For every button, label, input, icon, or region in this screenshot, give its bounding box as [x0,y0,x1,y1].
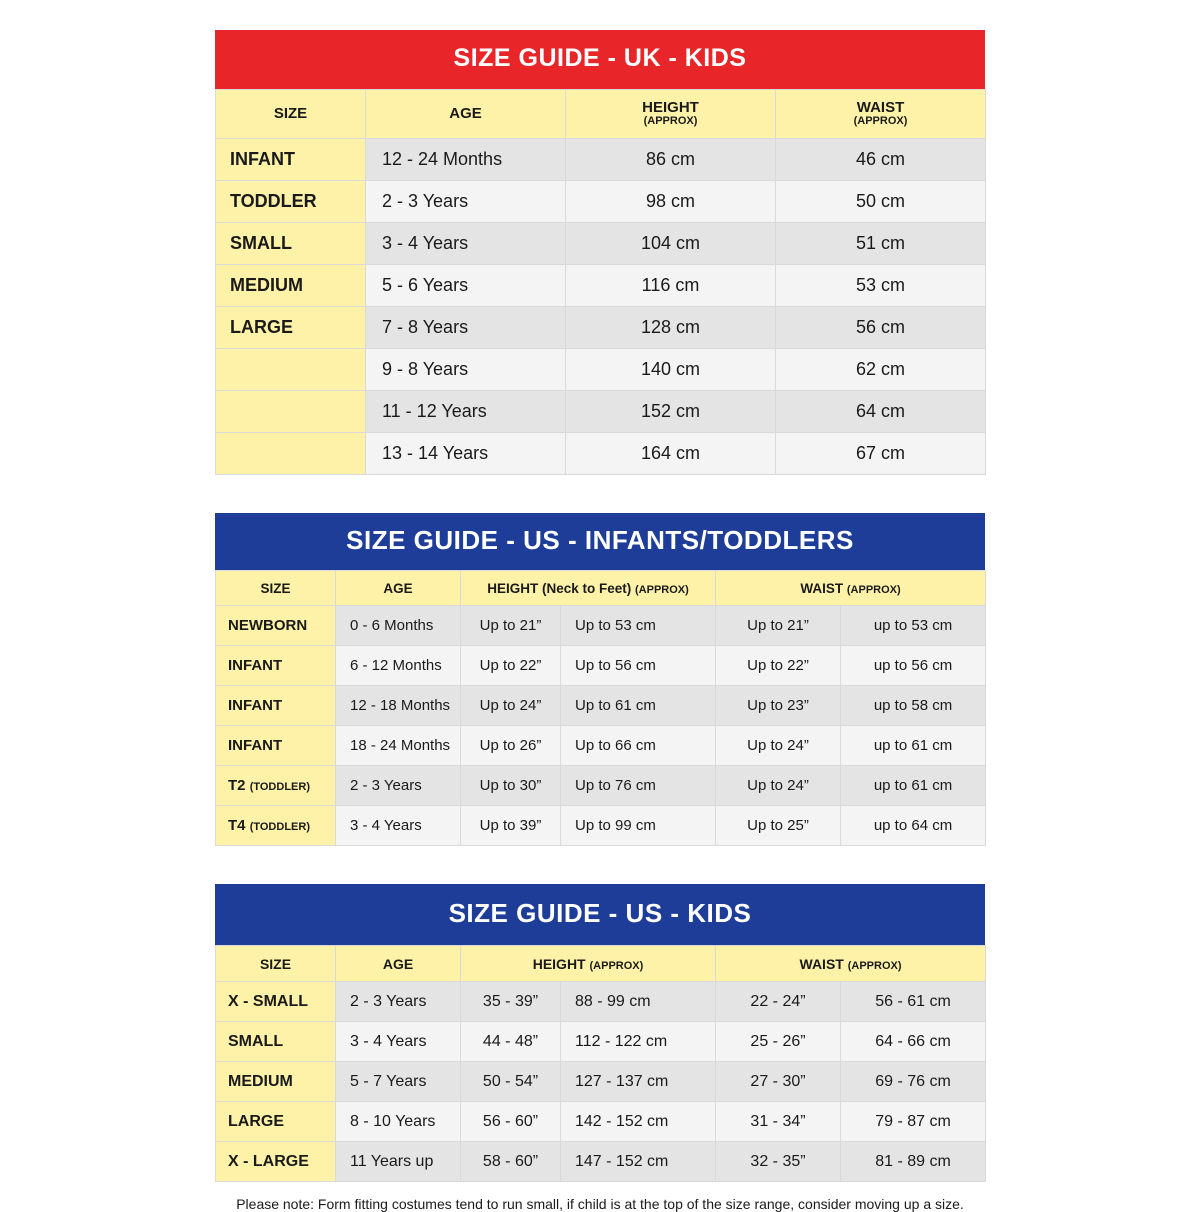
uskids-row-height-in: 35 - 39” [461,982,561,1022]
uk-row-waist: 46 cm [776,139,986,181]
usinf-row-waist-in: Up to 23” [716,686,841,726]
usinf-row-age: 3 - 4 Years [336,806,461,846]
uskids-header-height [461,946,716,982]
section-gap [215,475,985,513]
uk-row-height: 152 cm [566,391,776,433]
usinf-row-size [216,646,336,686]
uk-row-waist: 67 cm [776,433,986,475]
uskids-row-height-cm: 112 - 122 cm [561,1022,716,1062]
uskids-row-age: 8 - 10 Years [336,1102,461,1142]
uk-row-age: 5 - 6 Years [366,265,566,307]
table-row [216,1142,986,1182]
uk-row-size: LARGE [216,307,366,349]
size-guide-tables [215,0,985,1212]
uk-row-size: TODDLER [216,181,366,223]
uk-row-height: 116 cm [566,265,776,307]
table-row [216,606,986,646]
uk-row-height: 98 cm [566,181,776,223]
usinf-row-waist-in: Up to 21” [716,606,841,646]
uskids-row-height-in: 56 - 60” [461,1102,561,1142]
uk-row-age: 11 - 12 Years [366,391,566,433]
table-row [216,982,986,1022]
usinf-row-size-label: INFANT [228,697,283,714]
uk-row-height: 104 cm [566,223,776,265]
us-kids-table [215,945,986,1182]
uskids-row-height-cm: 147 - 152 cm [561,1142,716,1182]
usinf-header-waist [716,571,986,606]
uk-row-waist: 51 cm [776,223,986,265]
uskids-header-height-approx: (APPROX) [589,959,644,972]
usinf-header-waist-label: WAIST [800,580,844,596]
usinf-row-waist-cm: up to 61 cm [841,766,986,806]
uk-row-waist: 50 cm [776,181,986,223]
uk-header-age: AGE [366,90,566,139]
uk-header-height-label: HEIGHT [642,99,699,117]
uk-row-size [216,433,366,475]
uskids-row-age: 5 - 7 Years [336,1062,461,1102]
usinf-row-height-cm: Up to 66 cm [561,726,716,766]
uk-row-age: 7 - 8 Years [366,307,566,349]
uskids-row-waist-cm: 69 - 76 cm [841,1062,986,1102]
uk-row-waist: 56 cm [776,307,986,349]
uk-row-height: 140 cm [566,349,776,391]
table-row [216,139,986,181]
uskids-row-size: MEDIUM [216,1062,336,1102]
uskids-row-waist-cm: 56 - 61 cm [841,982,986,1022]
usinf-row-waist-cm: up to 56 cm [841,646,986,686]
usinf-row-height-cm: Up to 76 cm [561,766,716,806]
usinf-row-height-cm: Up to 56 cm [561,646,716,686]
usinf-header-age: AGE [336,571,461,606]
uskids-row-waist-in: 25 - 26” [716,1022,841,1062]
usinf-row-height-in: Up to 22” [461,646,561,686]
usinf-row-waist-in: Up to 25” [716,806,841,846]
usinf-row-size-note: (TODDLER) [249,821,310,833]
usinf-row-size [216,806,336,846]
usinf-row-waist-in: Up to 24” [716,766,841,806]
usinf-row-height-in: Up to 26” [461,726,561,766]
usinf-header-height [461,571,716,606]
footnote: Please note: Form fitting costumes tend to run small, if child is at the top of the size range, consider moving up a size. [236,1196,964,1212]
uk-header-height [566,90,776,139]
uskids-row-age: 11 Years up [336,1142,461,1182]
uk-header-size: SIZE [216,90,366,139]
uk-row-age: 9 - 8 Years [366,349,566,391]
uk-kids-banner: SIZE GUIDE - UK - KIDS [215,30,985,89]
uk-kids-table [215,89,986,475]
us-infants-section [215,513,985,846]
uskids-header-waist [716,946,986,982]
us-kids-banner: SIZE GUIDE - US - KIDS [215,884,985,945]
usinf-row-size [216,766,336,806]
usinf-header-height-approx: (APPROX) [635,583,689,596]
uskids-row-age: 3 - 4 Years [336,1022,461,1062]
usinf-row-height-in: Up to 30” [461,766,561,806]
usinf-row-waist-cm: up to 58 cm [841,686,986,726]
uk-row-age: 13 - 14 Years [366,433,566,475]
uskids-row-height-cm: 127 - 137 cm [561,1062,716,1102]
table-row [216,1102,986,1142]
uskids-header-height-label: HEIGHT [532,955,586,972]
uskids-row-waist-cm: 64 - 66 cm [841,1022,986,1062]
uskids-row-size: LARGE [216,1102,336,1142]
uk-row-size: INFANT [216,139,366,181]
table-row [216,307,986,349]
uk-row-size [216,391,366,433]
table-row [216,223,986,265]
table-row [216,265,986,307]
table-row [216,686,986,726]
uskids-row-size: X - LARGE [216,1142,336,1182]
usinf-row-size-label: NEWBORN [228,617,308,634]
usinf-row-height-in: Up to 39” [461,806,561,846]
uk-row-size: SMALL [216,223,366,265]
usinf-row-age: 0 - 6 Months [336,606,461,646]
uskids-row-height-cm: 142 - 152 cm [561,1102,716,1142]
table-row [216,181,986,223]
uskids-row-size: SMALL [216,1022,336,1062]
table-row [216,766,986,806]
usinf-row-height-cm: Up to 61 cm [561,686,716,726]
usinf-row-waist-cm: up to 61 cm [841,726,986,766]
us-infants-table [215,570,986,846]
usinf-row-age: 18 - 24 Months [336,726,461,766]
usinf-row-size-note: (TODDLER) [249,781,310,793]
usinf-header-size: SIZE [216,571,336,606]
uk-row-age: 2 - 3 Years [366,181,566,223]
uskids-header-size: SIZE [216,946,336,982]
uk-row-waist: 53 cm [776,265,986,307]
uk-row-height: 164 cm [566,433,776,475]
uskids-row-waist-in: 31 - 34” [716,1102,841,1142]
us-kids-section [215,884,985,1182]
usinf-row-size-label: INFANT [228,657,283,674]
uskids-row-waist-cm: 79 - 87 cm [841,1102,986,1142]
uskids-row-waist-in: 22 - 24” [716,982,841,1022]
usinf-row-age: 12 - 18 Months [336,686,461,726]
uk-row-age: 3 - 4 Years [366,223,566,265]
uskids-row-waist-in: 32 - 35” [716,1142,841,1182]
us-infants-header-row [216,571,986,606]
table-row [216,349,986,391]
usinf-row-size-label: T2 [228,777,246,794]
section-gap [215,846,985,884]
usinf-row-size-label: T4 [228,817,246,834]
us-infants-banner: SIZE GUIDE - US - INFANTS/TODDLERS [215,513,985,570]
usinf-row-height-in: Up to 24” [461,686,561,726]
uskids-row-height-in: 50 - 54” [461,1062,561,1102]
usinf-row-height-cm: Up to 99 cm [561,806,716,846]
uk-row-waist: 62 cm [776,349,986,391]
uskids-row-height-in: 44 - 48” [461,1022,561,1062]
uskids-row-age: 2 - 3 Years [336,982,461,1022]
uk-row-size: MEDIUM [216,265,366,307]
uskids-header-waist-approx: (APPROX) [847,959,902,972]
us-kids-header-row [216,946,986,982]
usinf-row-size [216,686,336,726]
usinf-row-size [216,726,336,766]
usinf-row-waist-cm: up to 64 cm [841,806,986,846]
uk-row-waist: 64 cm [776,391,986,433]
uskids-header-waist-label: WAIST [799,955,844,972]
uk-header-waist [776,90,986,139]
uk-row-age: 12 - 24 Months [366,139,566,181]
table-row [216,433,986,475]
uk-row-height: 86 cm [566,139,776,181]
usinf-row-age: 6 - 12 Months [336,646,461,686]
table-row [216,1022,986,1062]
usinf-row-size-label: INFANT [228,737,283,754]
uskids-header-age: AGE [336,946,461,982]
table-row [216,806,986,846]
usinf-row-waist-in: Up to 22” [716,646,841,686]
table-row [216,391,986,433]
uskids-row-waist-cm: 81 - 89 cm [841,1142,986,1182]
usinf-header-height-label: HEIGHT (Neck to Feet) [487,580,632,596]
usinf-header-waist-approx: (APPROX) [846,583,901,596]
uk-header-waist-label: WAIST [856,99,905,117]
uk-row-height: 128 cm [566,307,776,349]
usinf-row-height-in: Up to 21” [461,606,561,646]
table-row [216,726,986,766]
usinf-row-waist-cm: up to 53 cm [841,606,986,646]
usinf-row-waist-in: Up to 24” [716,726,841,766]
uskids-row-height-cm: 88 - 99 cm [561,982,716,1022]
usinf-row-age: 2 - 3 Years [336,766,461,806]
uskids-row-size: X - SMALL [216,982,336,1022]
usinf-row-size [216,606,336,646]
uskids-row-height-in: 58 - 60” [461,1142,561,1182]
table-row [216,646,986,686]
uk-header-waist-approx: (APPROX) [853,115,908,128]
uk-kids-header-row [216,90,986,139]
uk-header-height-approx: (APPROX) [643,115,698,128]
uk-kids-section [215,30,985,475]
usinf-row-height-cm: Up to 53 cm [561,606,716,646]
table-row [216,1062,986,1102]
uskids-row-waist-in: 27 - 30” [716,1062,841,1102]
uk-row-size [216,349,366,391]
